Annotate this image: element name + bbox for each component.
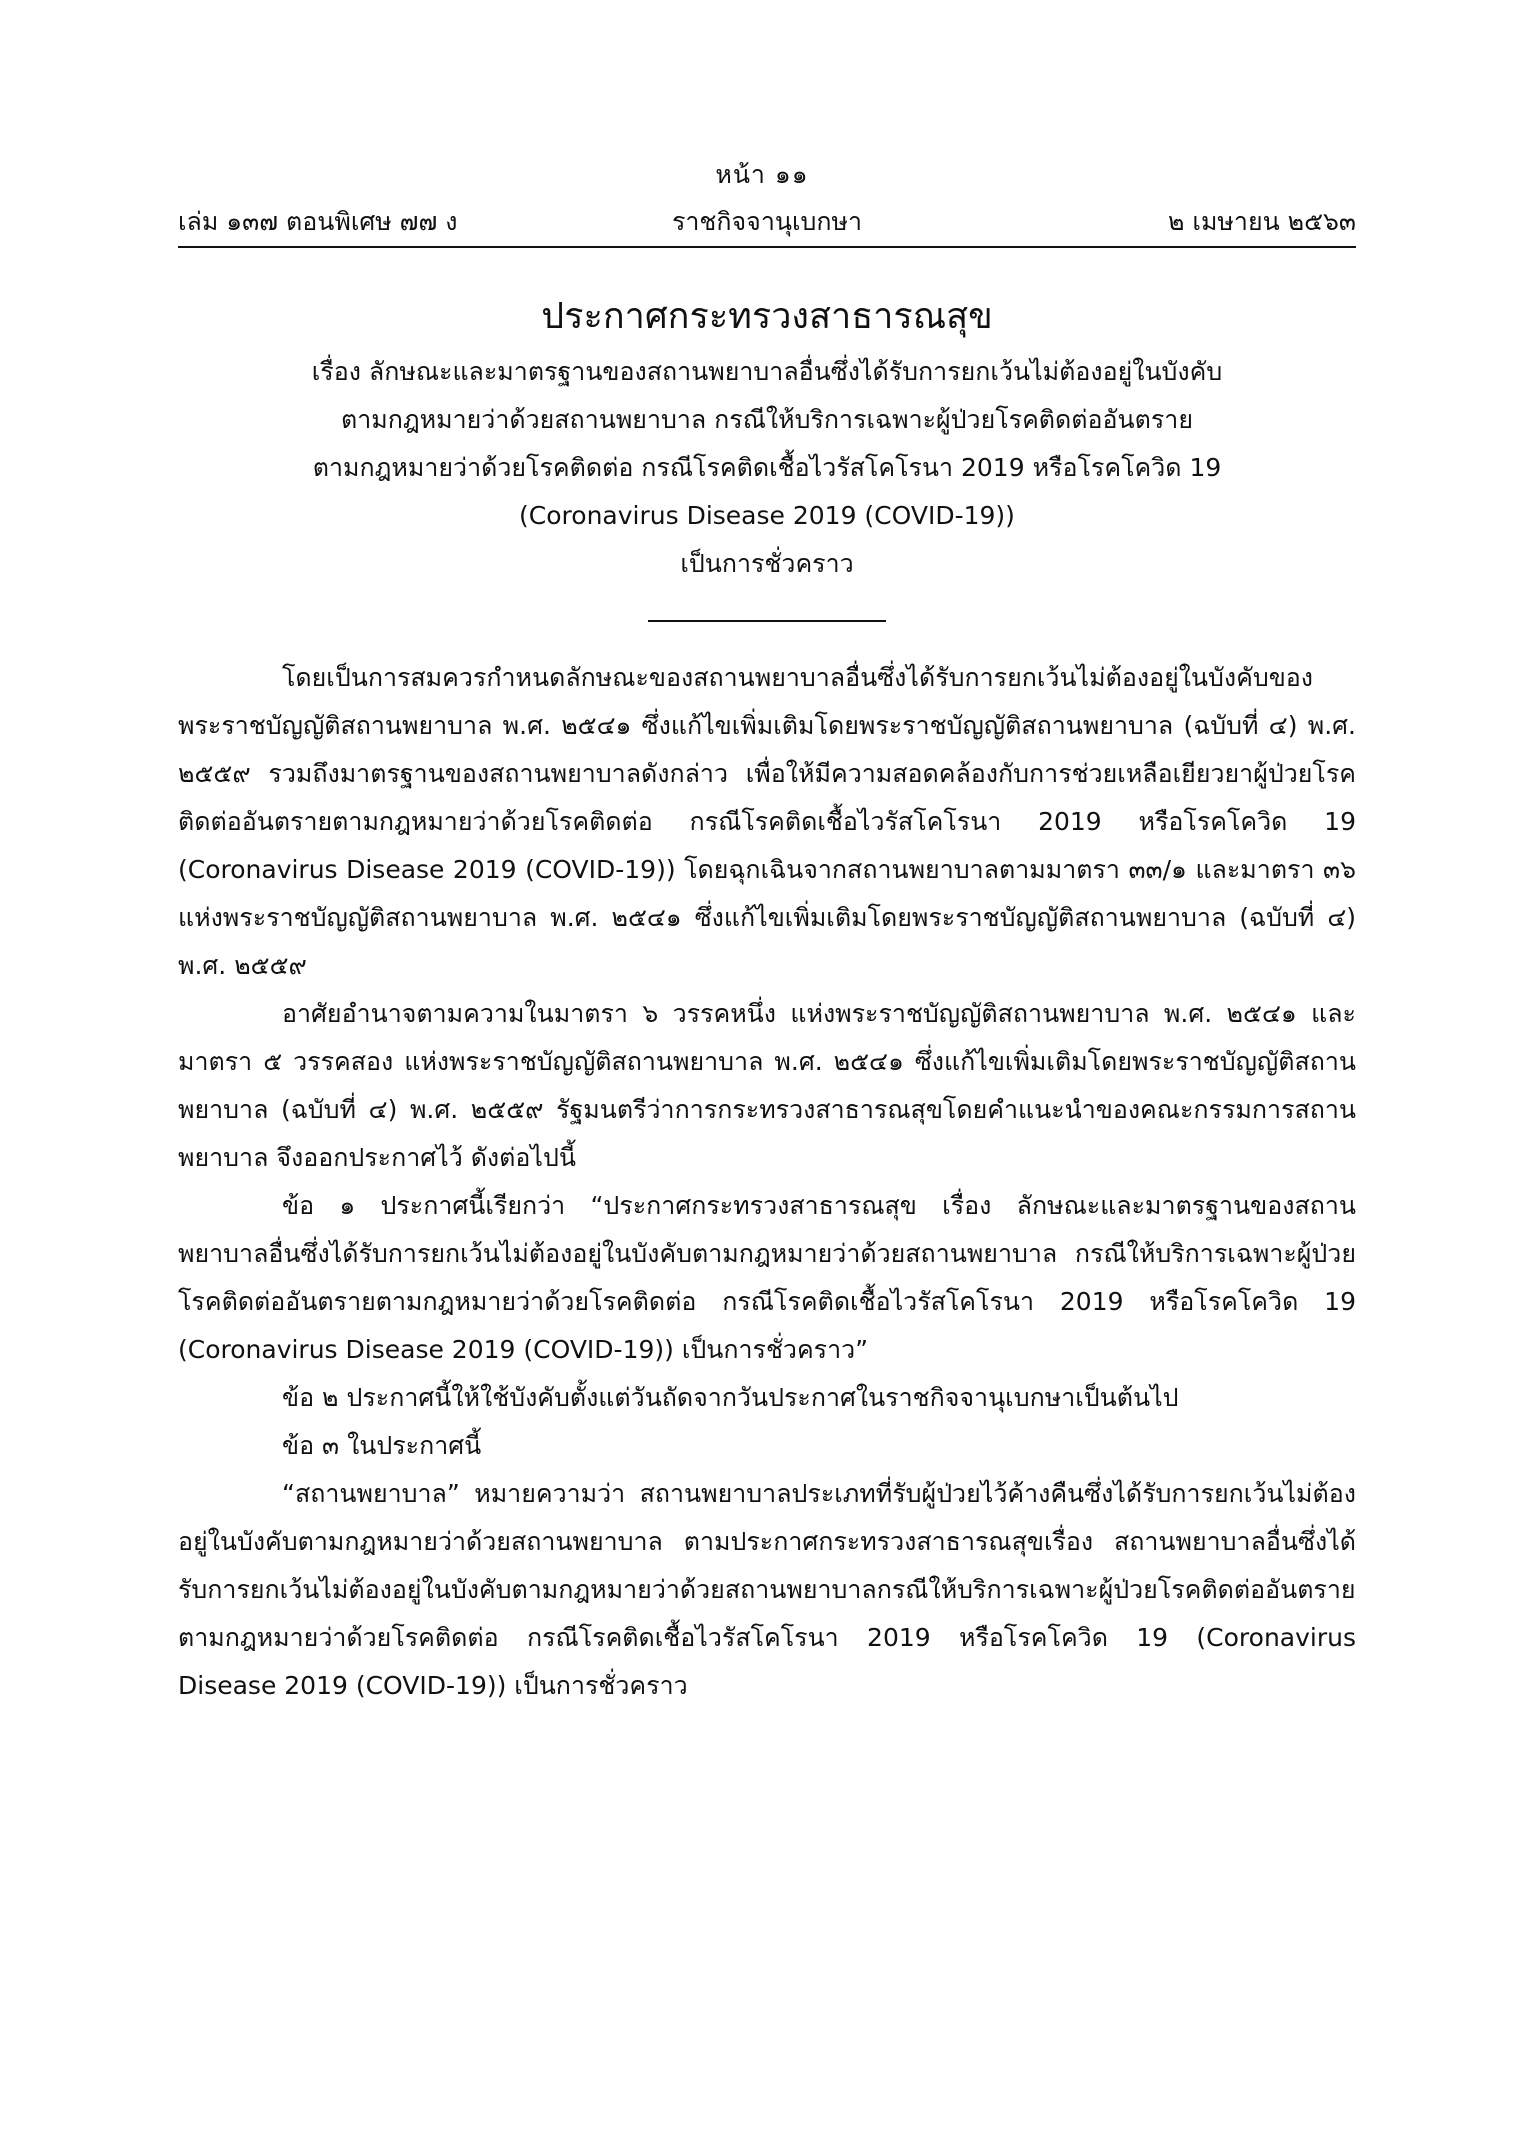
subtitle-line-2: ตามกฎหมายว่าด้วยสถานพยาบาล กรณีให้บริการเฉพาะผู้ป่วยโรคติดต่ออันตราย: [340, 405, 1193, 434]
clause-2-paragraph: ข้อ ๒ ประกาศนี้ให้ใช้บังคับตั้งแต่วันถัดจากวันประกาศในราชกิจจานุเบกษาเป็นต้นไป: [282, 1383, 1179, 1412]
clause-3-paragraph: ข้อ ๓ ในประกาศนี้: [282, 1431, 482, 1460]
title-divider: [648, 620, 886, 622]
subtitle-line-4: (Coronavirus Disease 2019 (COVID-19)): [519, 501, 1015, 530]
volume-issue: เล่ม ๑๓๗ ตอนพิเศษ ๗๗ ง: [178, 207, 458, 236]
authority-paragraph: อาศัยอำนาจตามความในมาตรา ๖ วรรคหนึ่ง แห่งพระราชบัญญัติสถานพยาบาล พ.ศ. ๒๕๔๑ และมาตรา ๕ วรรคสอง แห่งพระราชบัญญัติสถานพยาบาล พ.ศ. ๒๕๔๑ ซึ่งแก้ไขเพิ่มเติมโดยพระราชบัญญัติสถานพยาบาล (ฉบับที่ ๔) พ.ศ. ๒๕๕๙ รัฐมนตรีว่าการกระทรวงสาธารณสุขโดยคำแนะนำของคณะกรรมการสถานพยาบาล จึงออกประกาศไว้ ดังต่อไปนี้: [178, 999, 1356, 1172]
gazette-header: [178, 202, 1356, 248]
page-number: หน้า ๑๑: [715, 160, 809, 189]
subtitle-line-5: เป็นการชั่วคราว: [680, 549, 854, 578]
announcement-body: [178, 654, 1356, 1710]
publication-name: ราชกิจจานุเบกษา: [671, 207, 863, 236]
subtitle-line-3: ตามกฎหมายว่าด้วยโรคติดต่อ กรณีโรคติดเชื้อไวรัสโคโรนา 2019 หรือโรคโควิด 19: [312, 453, 1222, 482]
subtitle-line-1: เรื่อง ลักษณะและมาตรฐานของสถานพยาบาลอื่นซึ่งได้รับการยกเว้นไม่ต้องอยู่ในบังคับ: [311, 357, 1223, 386]
announcement-title-block: [178, 292, 1356, 588]
clause-1-paragraph: ข้อ ๑ ประกาศนี้เรียกว่า “ประกาศกระทรวงสาธารณสุข เรื่อง ลักษณะและมาตรฐานของสถานพยาบาลอื่นซึ่งได้รับการยกเว้นไม่ต้องอยู่ในบังคับตามกฎหมายว่าด้วยสถานพยาบาล กรณีให้บริการเฉพาะผู้ป่วยโรคติดต่ออันตรายตามกฎหมายว่าด้วยโรคติดต่อ กรณีโรคติดเชื้อไวรัสโคโรนา 2019 หรือโรคโควิด 19 (Coronavirus Disease 2019 (COVID-19)) เป็นการชั่วคราว”: [178, 1191, 1356, 1364]
publication-date: ๒ เมษายน ๒๕๖๓: [1167, 207, 1356, 236]
definition-paragraph: “สถานพยาบาล” หมายความว่า สถานพยาบาลประเภทที่รับผู้ป่วยไว้ค้างคืนซึ่งได้รับการยกเว้นไม่ต้องอยู่ในบังคับตามกฎหมายว่าด้วยสถานพยาบาล ตามประกาศกระทรวงสาธารณสุขเรื่อง สถานพยาบาลอื่นซึ่งได้รับการยกเว้นไม่ต้องอยู่ในบังคับตามกฎหมายว่าด้วยสถานพยาบาลกรณีให้บริการเฉพาะผู้ป่วยโรคติดต่ออันตรายตามกฎหมายว่าด้วยโรคติดต่อ กรณีโรคติดเชื้อไวรัสโคโรนา 2019 หรือโรคโควิด 19 (Coronavirus Disease 2019 (COVID-19)) เป็นการชั่วคราว: [178, 1479, 1356, 1700]
preamble-paragraph: โดยเป็นการสมควรกำหนดลักษณะของสถานพยาบาลอื่นซึ่งได้รับการยกเว้นไม่ต้องอยู่ในบังคับของพระราชบัญญัติสถานพยาบาล พ.ศ. ๒๕๔๑ ซึ่งแก้ไขเพิ่มเติมโดยพระราชบัญญัติสถานพยาบาล (ฉบับที่ ๔) พ.ศ. ๒๕๕๙ รวมถึงมาตรฐานของสถานพยาบาลดังกล่าว เพื่อให้มีความสอดคล้องกับการช่วยเหลือเยียวยาผู้ป่วยโรคติดต่ออันตรายตามกฎหมายว่าด้วยโรคติดต่อ กรณีโรคติดเชื้อไวรัสโคโรนา 2019 หรือโรคโควิด 19 (Coronavirus Disease 2019 (COVID-19)) โดยฉุกเฉินจากสถานพยาบาลตามมาตรา ๓๓/๑ และมาตรา ๓๖ แห่งพระราชบัญญัติสถานพยาบาล พ.ศ. ๒๕๔๑ ซึ่งแก้ไขเพิ่มเติมโดยพระราชบัญญัติสถานพยาบาล (ฉบับที่ ๔) พ.ศ. ๒๕๕๙: [178, 663, 1356, 980]
announcement-title: ประกาศกระทรวงสาธารณสุข: [541, 296, 993, 337]
